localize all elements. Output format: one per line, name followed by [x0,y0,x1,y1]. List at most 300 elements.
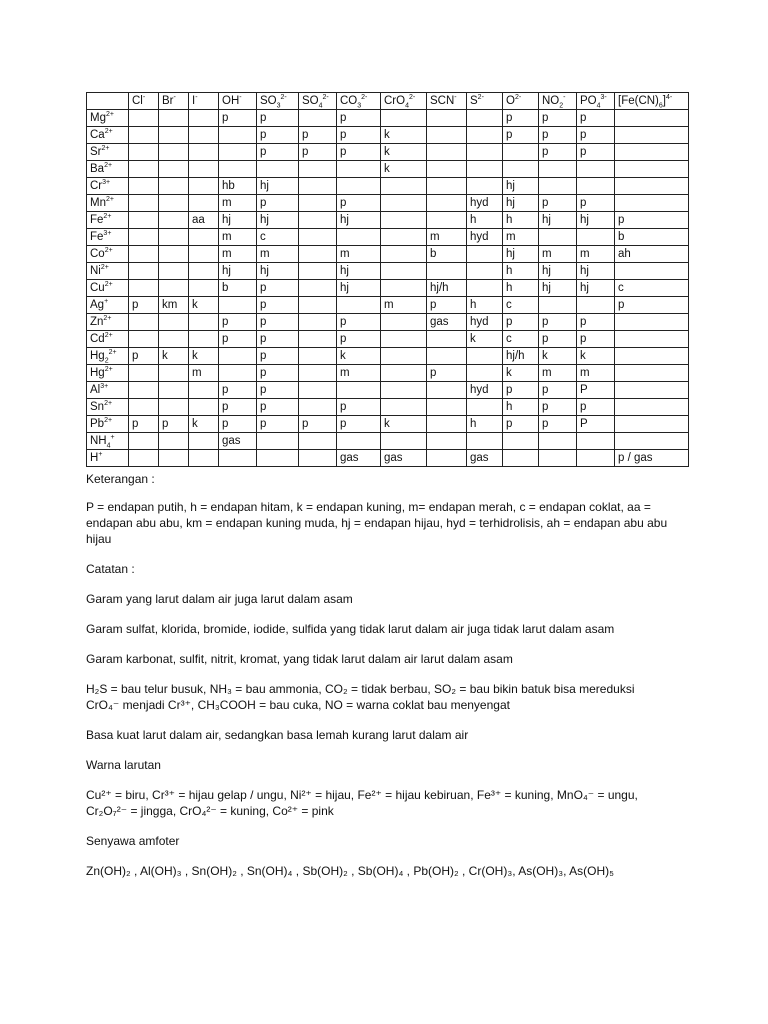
table-cell [615,178,689,195]
table-cell [467,365,503,382]
table-cell: gas [427,314,467,331]
formula-sup: + [98,451,103,459]
table-cell [539,297,577,314]
table-cell: p [577,399,615,416]
table-cell [129,110,159,127]
table-cell: p [337,314,381,331]
formula-sup: 2+ [104,247,113,255]
table-cell [381,331,427,348]
table-row [87,178,689,195]
table-cell: p [539,382,577,399]
formula-sup: 3+ [102,179,111,187]
table-cell: p [299,127,337,144]
table-cell: p [337,331,381,348]
table-cell [189,314,219,331]
formula-sup: 2- [280,94,287,102]
row-header-ion [87,246,129,263]
table-cell [219,161,257,178]
table-cell [299,263,337,280]
table-cell: gas [381,450,427,467]
row-header-ion [87,110,129,127]
table-cell: c [615,280,689,297]
table-cell [189,331,219,348]
table-cell: c [503,297,539,314]
table-cell [427,382,467,399]
row-header-ion [87,331,129,348]
table-cell: m [219,229,257,246]
table-cell: m [539,246,577,263]
table-cell [615,399,689,416]
table-cell: p [577,331,615,348]
table-cell: p [577,314,615,331]
table-cell: p [427,365,467,382]
formula-sup: 2+ [104,332,113,340]
formula-base: Co [90,248,105,260]
formula-sub: 3 [357,102,362,110]
table-cell: k [381,161,427,178]
gas-smell-notes [86,681,692,713]
table-cell: b [219,280,257,297]
table-cell: ah [615,246,689,263]
table-cell: hyd [467,382,503,399]
table-cell: hj [337,212,381,229]
formula-sup: - [239,94,242,102]
table-cell [427,144,467,161]
table-cell: hyd [467,229,503,246]
table-cell: p [539,416,577,433]
column-header [427,93,467,110]
table-cell [219,365,257,382]
table-cell [299,297,337,314]
table-cell: p [257,280,299,297]
table-cell [615,127,689,144]
table-cell [159,195,189,212]
row-header-ion [87,127,129,144]
table-cell [159,382,189,399]
table-cell [381,110,427,127]
table-cell [129,433,159,450]
row-header-ion [87,365,129,382]
formula-base: Cr [90,180,103,192]
formula-sup: 2+ [101,145,110,153]
table-cell [257,161,299,178]
table-cell [159,127,189,144]
table-cell [381,195,427,212]
column-header [257,93,299,110]
formula-base: Mn [90,197,106,209]
table-cell: p [299,416,337,433]
table-cell: P [577,382,615,399]
table-cell: m [219,195,257,212]
table-cell [189,144,219,161]
table-cell [299,161,337,178]
table-cell: hj [539,263,577,280]
table-cell [159,144,189,161]
formula-base: Pb [90,418,105,430]
table-cell [189,382,219,399]
table-cell: p [219,331,257,348]
table-cell [159,450,189,467]
notes-section [86,471,692,879]
formula-sup: 2+ [108,349,117,357]
table-cell [299,382,337,399]
table-cell: p [257,110,299,127]
table-cell [189,229,219,246]
column-header [503,93,539,110]
table-cell: p [539,314,577,331]
table-row [87,314,689,331]
table-row [87,280,689,297]
row-header-ion [87,195,129,212]
table-cell [189,450,219,467]
table-cell [129,450,159,467]
table-cell [189,263,219,280]
formula-sup: 2+ [100,264,109,272]
table-cell: m [381,297,427,314]
table-cell [381,399,427,416]
table-cell: m [539,365,577,382]
table-cell [427,416,467,433]
table-cell: b [427,246,467,263]
row-header-ion [87,212,129,229]
catatan-item-3: Garam karbonat, sulfit, nitrit, kromat, yang tidak larut dalam air larut dalam asam [86,652,513,666]
table-cell [381,314,427,331]
table-cell: m [503,229,539,246]
table-cell [129,195,159,212]
table-cell [381,263,427,280]
table-cell [615,348,689,365]
table-cell: p [257,348,299,365]
table-cell: h [467,297,503,314]
table-cell [189,195,219,212]
formula-sub: 2 [104,357,109,365]
table-cell [381,229,427,246]
formula-sup: 3+ [100,383,109,391]
table-cell: p [257,416,299,433]
table-cell [503,433,539,450]
table-cell: p [219,314,257,331]
table-cell [189,127,219,144]
table-cell: m [427,229,467,246]
table-cell: hj [577,212,615,229]
formula-base: Fe [90,214,104,226]
table-cell: p [539,144,577,161]
table-cell [129,331,159,348]
table-cell: k [189,348,219,365]
table-cell [257,433,299,450]
table-cell: m [257,246,299,263]
column-header [87,93,129,110]
table-cell [427,348,467,365]
table-row [87,331,689,348]
table-cell: hj [577,263,615,280]
formula-sup: 4- [666,94,673,102]
formula-sup: 2- [409,94,416,102]
table-cell: aa [189,212,219,229]
table-cell: h [503,263,539,280]
table-cell [381,382,427,399]
table-cell: m [577,365,615,382]
formula-sub: 4 [106,442,111,450]
formula-base: Sr [90,146,102,158]
table-cell: p [159,416,189,433]
column-header [577,93,615,110]
table-cell: h [467,212,503,229]
table-cell: p [503,382,539,399]
table-cell [615,382,689,399]
table-cell: p [503,416,539,433]
table-cell: k [337,348,381,365]
table-cell [219,348,257,365]
table-cell: p [257,127,299,144]
table-cell: hj [539,280,577,297]
table-cell: m [337,246,381,263]
formula-base: [Fe(CN) [618,95,659,107]
table-cell [337,161,381,178]
table-cell: k [189,297,219,314]
table-cell [427,433,467,450]
table-row [87,110,689,127]
document-page [86,92,692,893]
table-cell: h [503,280,539,297]
table-cell [577,229,615,246]
row-header-ion [87,144,129,161]
table-cell: hj [503,178,539,195]
table-cell [299,212,337,229]
table-cell [337,229,381,246]
table-cell [381,212,427,229]
row-header-ion [87,399,129,416]
table-cell [129,280,159,297]
column-header [189,93,219,110]
table-cell [467,178,503,195]
table-cell: p [219,110,257,127]
table-cell: gas [219,433,257,450]
formula-base: SO [260,95,277,107]
table-cell: p [337,195,381,212]
table-cell [159,314,189,331]
table-cell [129,229,159,246]
table-header-row [87,93,689,110]
table-cell [299,246,337,263]
formula-sup: - [563,94,566,102]
formula-sup: - [454,94,457,102]
formula-sub: 4 [596,102,601,110]
table-cell: p [577,127,615,144]
table-row [87,348,689,365]
row-header-ion [87,229,129,246]
table-cell: hj/h [427,280,467,297]
table-cell [337,297,381,314]
table-cell [299,195,337,212]
table-row [87,382,689,399]
table-cell: p [257,399,299,416]
column-header [539,93,577,110]
table-cell [129,399,159,416]
table-cell: hj [503,246,539,263]
table-row [87,365,689,382]
table-cell [299,280,337,297]
formula-sup: - [142,94,146,102]
table-cell: k [381,144,427,161]
formula-base: Ag [90,299,105,311]
table-cell: p [219,399,257,416]
table-cell [467,399,503,416]
formula-sup: 2+ [105,196,114,204]
table-cell: p [257,382,299,399]
formula-sub: 4 [318,102,323,110]
table-cell [189,433,219,450]
table-cell [129,263,159,280]
table-cell [337,178,381,195]
table-cell: k [189,416,219,433]
row-header-ion [87,450,129,467]
table-cell: b [615,229,689,246]
table-cell: p [299,144,337,161]
row-header-ion [87,178,129,195]
formula-sup: 3+ [103,230,112,238]
table-cell [337,433,381,450]
formula-sup: 2+ [104,128,113,136]
table-cell: p [257,195,299,212]
table-row [87,416,689,433]
table-cell: h [467,416,503,433]
table-cell [159,246,189,263]
table-cell: p [337,399,381,416]
table-cell [299,433,337,450]
table-cell: hj [219,263,257,280]
table-cell: k [539,348,577,365]
table-cell [159,331,189,348]
table-cell: p [539,331,577,348]
table-cell [299,365,337,382]
table-cell [467,161,503,178]
table-cell [577,450,615,467]
table-cell [381,178,427,195]
table-cell [615,433,689,450]
table-row [87,433,689,450]
table-cell [467,433,503,450]
table-cell [467,280,503,297]
table-cell [577,178,615,195]
table-cell [299,450,337,467]
table-cell [427,450,467,467]
table-cell: hb [219,178,257,195]
table-cell [381,365,427,382]
table-cell [159,110,189,127]
table-cell [129,382,159,399]
row-header-ion [87,161,129,178]
table-cell: m [577,246,615,263]
table-cell [467,246,503,263]
amfoter-list: Zn(OH)₂ , Al(OH)₃ , Sn(OH)₂ , Sn(OH)₄ , Sb(OH)₂ , Sb(OH)₄ , Pb(OH)₂ , Cr(OH)₃, As(OH)₃, As(OH)₅ [86,864,614,878]
table-cell [129,212,159,229]
table-cell [299,110,337,127]
table-cell: m [189,365,219,382]
table-cell: k [503,365,539,382]
table-cell: p [257,314,299,331]
formula-base: NO [542,95,560,107]
table-cell [427,195,467,212]
table-cell: hj [257,212,299,229]
formula-sub: 2 [559,102,564,110]
formula-sup: - [195,94,198,102]
table-cell [129,314,159,331]
row-header-ion [87,433,129,450]
formula-sup: 2+ [104,400,113,408]
table-cell: p [539,399,577,416]
table-cell: p [129,416,159,433]
formula-sup: 2+ [104,281,113,289]
warna-larutan-title: Warna larutan [86,758,161,772]
column-header [615,93,689,110]
table-cell: h [503,399,539,416]
formula-base: NH [90,435,107,447]
table-cell [219,144,257,161]
table-cell [615,144,689,161]
table-cell [129,161,159,178]
table-cell [467,144,503,161]
formula-base: SO [302,95,319,107]
formula-sup: 2+ [105,111,114,119]
table-cell [539,450,577,467]
table-row [87,144,689,161]
table-row [87,297,689,314]
catatan-item-2: Garam sulfat, klorida, bromide, iodide, sulfida yang tidak larut dalam air juga tidak larut dalam asam [86,622,615,636]
table-cell [427,161,467,178]
row-header-ion [87,280,129,297]
table-cell: p [129,348,159,365]
table-cell [219,127,257,144]
gas-smell-line-2: CrO₄⁻ menjadi Cr³⁺, CH₃COOH = bau cuka, NO = warna coklat bau menyengat [86,698,510,712]
table-cell [577,297,615,314]
formula-sup: 2- [477,94,484,102]
table-cell [427,212,467,229]
table-cell [427,399,467,416]
table-cell [539,178,577,195]
table-cell: hj [577,280,615,297]
table-cell [381,348,427,365]
table-cell: gas [467,450,503,467]
table-cell [159,161,189,178]
formula-sub: 6 [658,102,663,110]
table-cell [381,433,427,450]
formula-base: Zn [90,316,104,328]
catatan-item-1: Garam yang larut dalam air juga larut dalam asam [86,592,353,606]
table-cell [615,110,689,127]
table-cell [189,110,219,127]
table-cell [299,178,337,195]
column-header [129,93,159,110]
table-cell [615,314,689,331]
table-cell [159,212,189,229]
formula-base: SCN [430,95,455,107]
table-cell: p [129,297,159,314]
table-cell: gas [337,450,381,467]
table-cell [257,450,299,467]
formula-base: Al [90,384,101,396]
table-cell: p [577,195,615,212]
formula-sup: + [110,434,115,442]
formula-sub: 4 [405,102,409,110]
keterangan-text: P = endapan putih, h = endapan hitam, k = endapan kuning, m= endapan merah, c = endapan coklat, aa = endapan abu abu, km = endapan kuning muda, hj = endapan hijau, hyd = terhidrolisis, ah = endapan abu abu hijau [86,500,668,546]
table-row [87,212,689,229]
table-cell: p [219,416,257,433]
formula-sup: 2- [361,94,368,102]
table-cell [129,178,159,195]
table-cell: m [219,246,257,263]
table-cell: hj [337,263,381,280]
